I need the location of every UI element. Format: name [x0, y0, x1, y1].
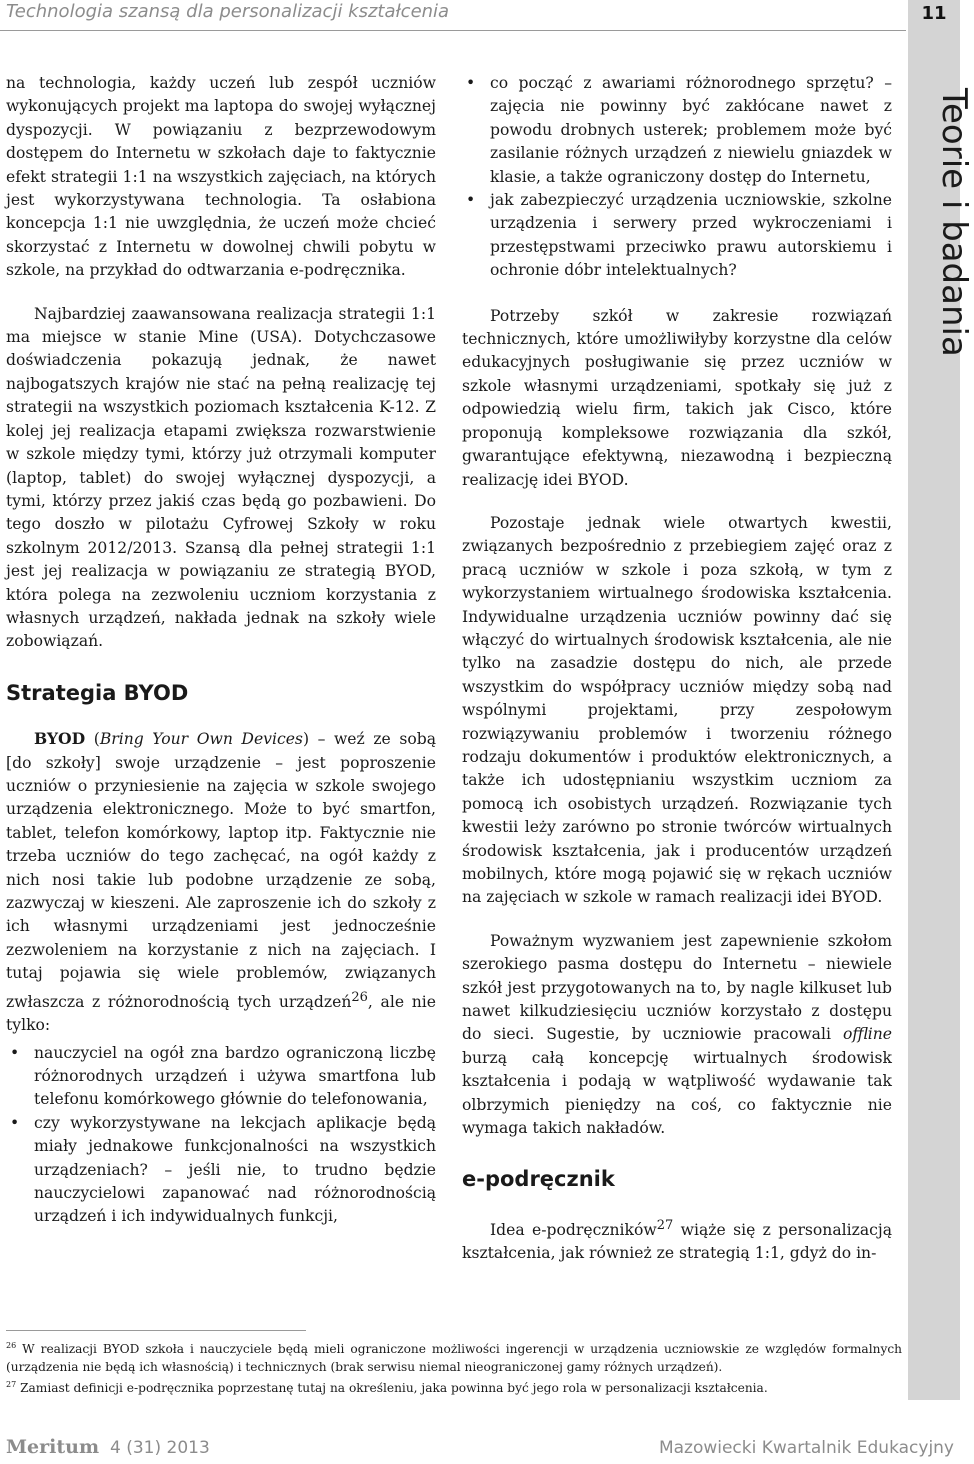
list-item: • co począć z awariami różnorodnego sprzętu? – zajęcia nie powinny być zakłócane nawet z powodu drobnych usterek; problemem może być zasilanie różnych urządzeń z niewielu gniazdek w klasie, a także ograniczony dostęp do Internetu,: [490, 72, 892, 189]
page-header: [0, 0, 960, 28]
page-number: 11: [908, 0, 960, 28]
bullet-list: [6, 1042, 436, 1229]
issue-number: 4 (31) 2013: [110, 1438, 210, 1458]
paragraph-text: wiąże się z personalizacją kształcenia, jak również ze strategią 1:1, gdyż do in-: [462, 1221, 892, 1263]
section-label: Teorie i badania: [934, 88, 974, 357]
footnote-text: Zamiast definicji e-podręcznika poprzestanę tutaj na określeniu, jaka powinna być jego rola w personalizacji kształcenia.: [20, 1381, 768, 1396]
paragraph: [462, 1214, 892, 1266]
brand-name: Meritum: [6, 1436, 100, 1458]
section-heading: Strategia BYOD: [6, 680, 189, 705]
paragraph-text: – weź ze sobą [do szkoły] swoje urządzenie – jest poproszenie uczniów o przyniesienie na zajęcia w szkole swojego urządzenia elektronicznego. Może to być smartfon, tablet, telefon komórkowy, laptop itp. Faktycznie nie trzeba uczniów do tego zachęcać, na ogół każdy z nich nosi takie lub podobne urządzenie ze sobą, zazwyczaj w kieszeni. Ale zaproszenie ich do szkoły z ich własnymi urządzeniami jest jednocześnie zezwoleniem na korzystanie z nich na zajęciach. I tutaj pojawia się wiele problemów, związanych zwłaszcza z różnorodnością tych urządzeń: [6, 730, 436, 1011]
bullet-list: [462, 72, 892, 283]
paragraph: Pozostaje jednak wiele otwartych kwestii, związanych bezpośrednio z przebiegiem zajęć oraz z pracą uczniów w szkole i poza szkołą, w tym z wykorzystaniem wirtualnego środowiska kształcenia. Indywidualne urządzenia uczniów powinny dać się włączyć do wirtualnych środowisk kształcenia, ale nie tylko na zasadzie dostępu do nich, ale przede wszystkim do współpracy uczniów między sobą nad wspólnymi projektami, przy zespołowym rozwiązywaniu problemów i tworzeniu różnego rodzaju dokumentów i produktów elektronicznych, a także ich udostępnianiu wszystkim uczniom za pomocą ich osobistych urządzeń. Rozwiązanie tych kwestii leży zarówno po stronie twórców wirtualnych środowisk kształcenia, jak i producentów urządzeń mobilnych, które mogą pojawić się w rękach uczniów na zajęciach w szkole w ramach realizacji idei BYOD.: [462, 513, 892, 907]
left-column: [6, 72, 436, 1251]
paragraph-text: burzą całą koncepcję wirtualnych środowisk kształcenia i podają w wątpliwość wydawanie tak olbrzymich pieniędzy na coś, co faktycznie nie wymaga takich nakładów.: [462, 1048, 892, 1138]
footnote-ref: 26: [351, 989, 368, 1005]
paragraph: na technologia, każdy uczeń lub zespół uczniów wykonujących projekt ma laptopa do swojej wyłącznej dyspozycji. W powiązaniu z bezprzewodowym dostępem do Internetu w szkołach daje to faktycznie efekt strategii 1:1 na wszystkich zajęciach, na których jest wykorzystywana technologia. Ta osłabiona koncepcja 1:1 nie uwzględnia, że uczeń może chcieć skorzystać z Internetu w dowolnej chwili pobytu w szkole, na przykład do odtwarzania e-podręcznika.: [6, 74, 436, 280]
footnote: [6, 1376, 902, 1397]
list-item: • jak zabezpieczyć urządzenia uczniowskie, szkolne urządzenia i serwery przed wykroczeniami i przestępstwami przeciwko prawu autorskiemu i ochronie dóbr intelektualnych?: [490, 189, 892, 283]
footnote-rule: [6, 1330, 306, 1331]
paragraph-text: , ale nie tylko:: [6, 992, 436, 1035]
paragraph-text: Idea e-podręczników: [490, 1221, 657, 1240]
paragraph: Najbardziej zaawansowana realizacja strategii 1:1 ma miejsce w stanie Mine (USA). Dotychczasowe doświadczenia pokazują jednak, że nawet najbogatszych krajów nie stać na pełną realizację tej strategii na wszystkich poziomach kształcenia K-12. Z kolej jej realizacja etapami zwiększa rozwarstwienie w szkole między tymi, którzy już otrzymali komputer (laptop, tablet) do swojej wyłącznej dyspozycji, a tymi, którzy przez jakiś czas będą go pozbawieni. Do tego doszło w pilotażu Cyfrowej Szkoły w roku szkolnym 2012/2013. Szansą dla pełnej strategii 1:1 jest jej realizacja w powiązaniu ze strategią BYOD, która polega na zezwoleniu uczniom korzystania z własnych urządzeń, nakłada jednak na szkoły wiele zobowiązań.: [6, 304, 436, 651]
paragraph: Potrzeby szkół w zakresie rozwiązań technicznych, które umożliwiłyby korzystne dla celów edukacyjnych posługiwanie się przez uczniów w szkole własnymi urządzeniami, spotkały się już z odpowiedzią wielu firm, takich jak Cisco, które proponują kompleksowe rozwiązania dla szkół, gwarantujące efektywną, niezawodną i bezpieczną realizację idei BYOD.: [462, 306, 892, 489]
footnote-ref: 27: [656, 1217, 674, 1233]
footnote-number: 26: [6, 1341, 17, 1350]
footnote-text: W realizacji BYOD szkoła i nauczyciele będą mieli ograniczone możliwości ingerencji w urządzenia uczniowskie ze względów formalnych (urządzenia nie będą ich własnością) i technicznych (brak serwisu niemal nieograniczonej gamy różnych urządzeń).: [6, 1342, 903, 1375]
paragraph-text: Poważnym wyzwaniem jest zapewnienie szkołom szerokiego pasma dostępu do Internetu – niewiele szkół jest przygotowanych na to, by nagle kilkuset lub nawet kilkudziesięciu uczniów korzystało z dostępu do sieci. Sugestie, by uczniowie pracowali: [462, 931, 892, 1044]
right-column: [462, 72, 892, 1286]
side-bar: [908, 28, 974, 1400]
paragraph: BYOD (Bring Your Own Devices) – weź ze sobą [do szkoły] swoje urządzenie – jest poproszenie uczniów o przyniesienie na zajęcia w szkole swojego urządzenia elektronicznego. Może to być smartfon, tablet, telefon komórkowy, laptop itp. Faktycznie nie trzeba uczniów do tego zachęcać, na ogół każdy z nich nosi takie lub podobne urządzenie ze sobą, zazwyczaj w kieszeni. Ale zaproszenie ich do szkoły z ich własnymi urządzeniami jest jednocześnie zezwoleniem na korzystanie z nich na zajęciach. I tutaj pojawia się wiele problemów, związanych zwłaszcza z różnorodnością tych urządzeń$^{26}$, ale nie tylko:: [6, 729, 436, 1035]
term-byod: BYOD: [34, 729, 86, 749]
header-rule: [0, 30, 906, 31]
page-footer: [0, 1432, 960, 1462]
footnotes: [6, 1330, 902, 1397]
footnote: [6, 1337, 902, 1376]
running-title: Technologia szansą dla personalizacji kształcenia: [6, 1, 450, 22]
journal-name: Mazowiecki Kwartalnik Edukacyjny: [658, 1438, 954, 1458]
list-item: • czy wykorzystywane na lekcjach aplikacje będą miały jednakowe funkcjonalności na wszystkich urządzeniach? – jeśli nie, to trudno będzie nauczycielowi zapanować nad różnorodnością urządzeń i ich indywidualnych funkcji,: [34, 1112, 436, 1229]
footnote-number: 27: [6, 1380, 17, 1390]
section-heading: e-podręcznik: [462, 1167, 615, 1192]
emphasis-offline: offline: [842, 1025, 892, 1044]
paragraph: [462, 930, 892, 1141]
list-item: • nauczyciel na ogół zna bardzo ograniczoną liczbę różnorodnych urządzeń i używa smartfona lub telefonu komórkowego głównie do telefonowania,: [34, 1042, 436, 1112]
term-expansion: Bring Your Own Devices: [99, 730, 303, 749]
